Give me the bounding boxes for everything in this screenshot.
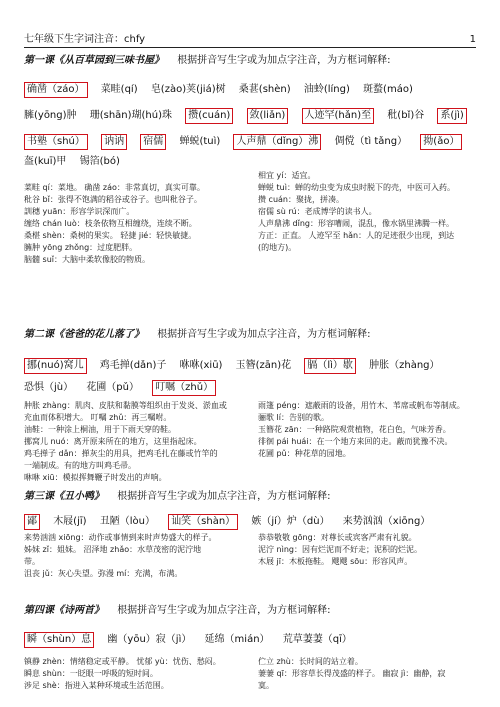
- word: 木屐(jī): [53, 516, 87, 527]
- gloss-line: 涉足 shè：指进入某种环境或生活范围。: [24, 681, 169, 690]
- glossary-right: [258, 532, 480, 568]
- word: 皂(zào)荚(jiá)树: [150, 84, 226, 95]
- lesson-title: 第二课《爸爸的花儿落了》: [24, 329, 144, 340]
- gloss-line: 骊歌 lí：告别的歌。: [258, 413, 329, 422]
- gloss-line: 雨篷 péng：遮蔽雨的设备，用竹木、苇席或帆布等制成。: [258, 401, 465, 410]
- gloss-line: 一端制成。有的地方叫鸡毛帚。: [24, 461, 136, 470]
- glossary-right: [258, 394, 480, 460]
- word: 秕(bǐ)谷: [387, 110, 425, 121]
- gloss-line: 瞬息 shùn：一眨眼一呼吸的短时间。: [24, 669, 158, 678]
- word: 鸡毛掸(dǎn)子: [99, 360, 167, 371]
- gloss-line: 姊妹 zǐ：姐妹。 沼泽地 zhǎo：水草茂密的泥泞地: [24, 545, 202, 554]
- glossary-right: [258, 656, 480, 692]
- word: 来势汹汹（xiōng）: [342, 516, 431, 527]
- word: 肿胀（zhàng）: [369, 360, 440, 371]
- gloss-line: 镇静 zhèn：情绪稳定或平静。 忧郁 yù：忧伤、愁闷。: [24, 657, 221, 666]
- boxed-word: 拗(ǎo）: [420, 134, 462, 150]
- glossary-left: [24, 656, 256, 692]
- gloss-line: 挪窝儿 nuó：离开原来所在的地方，这里指起床。: [24, 437, 202, 446]
- gloss-line: 泥泞 nìng：因有烂泥而不好走；泥积的烂泥。: [258, 545, 422, 554]
- boxed-word: 人迹罕(hǎn)至: [302, 108, 375, 124]
- lesson-title: 第三课《丑小鸭》: [24, 491, 104, 502]
- glossary-left: [24, 170, 256, 266]
- word-row: [24, 82, 480, 98]
- gloss-line: 沮丧 jǔ：灰心失望。弥漫 mí：充满，布满。: [24, 569, 183, 578]
- gloss-line: 訓穗 yuān：形容学识深而广。: [24, 207, 135, 216]
- gloss-line: 桑椹 shèn：桑树的果实。 轻捷 jié：轻快敏捷。: [24, 231, 197, 240]
- boxed-word: 挪(nuó)窝儿: [24, 358, 87, 374]
- word-row: [24, 134, 480, 150]
- gloss-line: 方正：正直。 人迹罕至 hǎn：人的足迹很少出现，到达: [258, 231, 455, 240]
- word: 花圃（pǔ）: [86, 382, 139, 393]
- word: 菜畦(qí): [100, 84, 138, 95]
- boxed-word: 人声鼎（dǐng）沸: [233, 134, 321, 150]
- gloss-line: 带。: [24, 557, 40, 566]
- word: 延绵（mián）: [204, 634, 270, 645]
- gloss-line: 脑髓 suǐ：大脑中柔软像胶的物质。: [24, 255, 151, 264]
- page-header: [24, 33, 476, 48]
- glossary-right: [258, 170, 480, 254]
- boxed-word: 攒(cuán): [185, 108, 233, 124]
- gloss-line: 木屐 jī：木板拖鞋。 飕飕 sōu：形容风声。: [258, 557, 413, 566]
- gloss-line: 蝉蜕 tuì：蝉的幼虫变为成虫时脱下的壳，中医可入药。: [258, 183, 455, 192]
- gloss-line: 秕谷 bǐ：张得不饱满的稻谷或谷子。也叫秕谷子。: [24, 195, 202, 204]
- glossary-left: [24, 394, 256, 484]
- word: 倜傥（tì tǎng）: [334, 136, 408, 147]
- word: 斑蝥(máo): [363, 84, 413, 95]
- gloss-line: 玉簪花 zān：一种路院观赏植物，花白色，气味芳香。: [258, 425, 451, 434]
- boxed-word: 宿儒: [140, 134, 166, 150]
- gloss-line: 攒 cuán：聚拢，拼凑。: [258, 195, 344, 204]
- word-row: [24, 108, 480, 124]
- gloss-line: 油鞋：一种涂上桐油，用于下雨天穿的鞋。: [24, 425, 176, 434]
- boxed-word: 系(jì): [437, 108, 466, 124]
- boxed-word: 确凿（záo）: [24, 82, 88, 98]
- word-row: [24, 155, 480, 169]
- boxed-word: 讷讷: [101, 134, 127, 150]
- word: 桑葚(shèn): [238, 84, 291, 95]
- gloss-line: 恭恭敬敬 gōng：对尊长或宾客严肃有礼貌。: [258, 533, 417, 542]
- gloss-line: 伫立 zhù：长时间的站立着。: [258, 657, 363, 666]
- word: 油蛉(líng): [303, 84, 350, 95]
- boxed-word: 敛(liǎn): [247, 108, 289, 124]
- word: 玉簪(zān)花: [235, 360, 292, 371]
- boxed-word: 瞬（shùn）息: [24, 632, 94, 648]
- word-row: [24, 514, 480, 530]
- gloss-line: 萋萋 qī：形容草长得茂盛的样子。 幽寂 jì：幽静，寂: [258, 669, 446, 678]
- word: 锡箔(bó): [79, 156, 120, 167]
- lesson-title: 第一课《从百草园到三味书屋》: [24, 55, 164, 66]
- lesson-instruction: 根据拼音写生字或为加点字注音，为方框词解释:: [157, 329, 371, 340]
- gloss-line: 肿胀 zhàng：肌肉、皮肤和黏膜等组织由于发炎、淤血或: [24, 401, 227, 410]
- lesson-instruction: 根据拼音写生字或为加点字注音，为方框词解释:: [117, 605, 331, 616]
- gloss-line: 花圃 pǔ：种花草的园地。: [258, 449, 351, 458]
- word: 恐惧（jù）: [24, 382, 74, 393]
- gloss-line: 咻咻 xiū：模拟挥舞鞭子时发出的声响。: [24, 473, 167, 482]
- lesson-4-heading: [24, 604, 480, 618]
- boxed-word: 膈（lì）歇: [304, 358, 356, 374]
- word: 咻咻(xiū): [179, 360, 223, 371]
- word-row: [24, 358, 480, 374]
- gloss-line: 臃肿 yōng zhǒng：过度肥胖。: [24, 243, 138, 252]
- gloss-line: 相宜 yí：适宜。: [258, 171, 316, 180]
- gloss-line: 宿儒 sù rú：老成博学的读书人。: [258, 207, 377, 216]
- gloss-line: 徘徊 pái huái：在一个地方来回的走。蔽而犹豫不决。: [258, 437, 453, 446]
- word: 幽（yōu）寂（jì）: [107, 634, 192, 645]
- gloss-line: 鸡毛掸子 dǎn：掸灰尘的用具，把鸡毛扎在藤或竹竿的: [24, 449, 218, 458]
- lesson-3-heading: [24, 490, 480, 504]
- glossary-left: [24, 532, 256, 580]
- gloss-line: 菜畦 qí：菜地。 确凿 záo：非常真切，真实可靠。: [24, 183, 205, 192]
- boxed-word: 鄙: [24, 514, 40, 530]
- lesson-title: 第四课《诗两首》: [24, 605, 104, 616]
- gloss-line: 来势汹汹 xiōng：动作或事情到来时声势盛大的样子。: [24, 533, 217, 542]
- header-title: 七年级下生字词注音：chfy: [24, 34, 146, 45]
- lesson-instruction: 根据拼音写生字或为加点字注音，为方框词解释:: [177, 55, 391, 66]
- gloss-line: (的地方)。: [258, 243, 297, 252]
- lesson-1-heading: [24, 54, 480, 68]
- word: 丑陋（lòu）: [99, 516, 155, 527]
- gloss-line: 充血而体积增大。 叮嘱 zhǔ：再三嘱咐。: [24, 413, 172, 422]
- word: 珊(shān)瑚(hú)珠: [89, 110, 173, 121]
- lesson-instruction: 根据拼音写生字或为加点字注音，为方框词解释:: [117, 491, 331, 502]
- boxed-word: 叮嘱（zhǔ）: [152, 380, 216, 396]
- word: 嫉（jí）炉（dù）: [251, 516, 330, 527]
- boxed-word: 讪笑（shàn）: [168, 514, 238, 530]
- word: 荒草萋萋（qī）: [282, 634, 352, 645]
- gloss-line: 缠络 chán luò：枝条依物互相缠绕，连续不断。: [24, 219, 197, 228]
- gloss-line: 人声鼎沸 dǐng：形容嘈闹，混乱，像水锅里沸腾一样。: [258, 219, 454, 228]
- word: 臃(yōng)肿: [24, 110, 77, 121]
- boxed-word: 书塾（shú）: [24, 134, 88, 150]
- lesson-2-heading: [24, 328, 480, 342]
- word-row: [24, 632, 480, 648]
- page-number: 1: [469, 34, 476, 45]
- gloss-line: 寞。: [258, 681, 274, 690]
- word: 蝉蜕(tuì): [179, 136, 221, 147]
- word: 盔(kuī)甲: [24, 156, 67, 167]
